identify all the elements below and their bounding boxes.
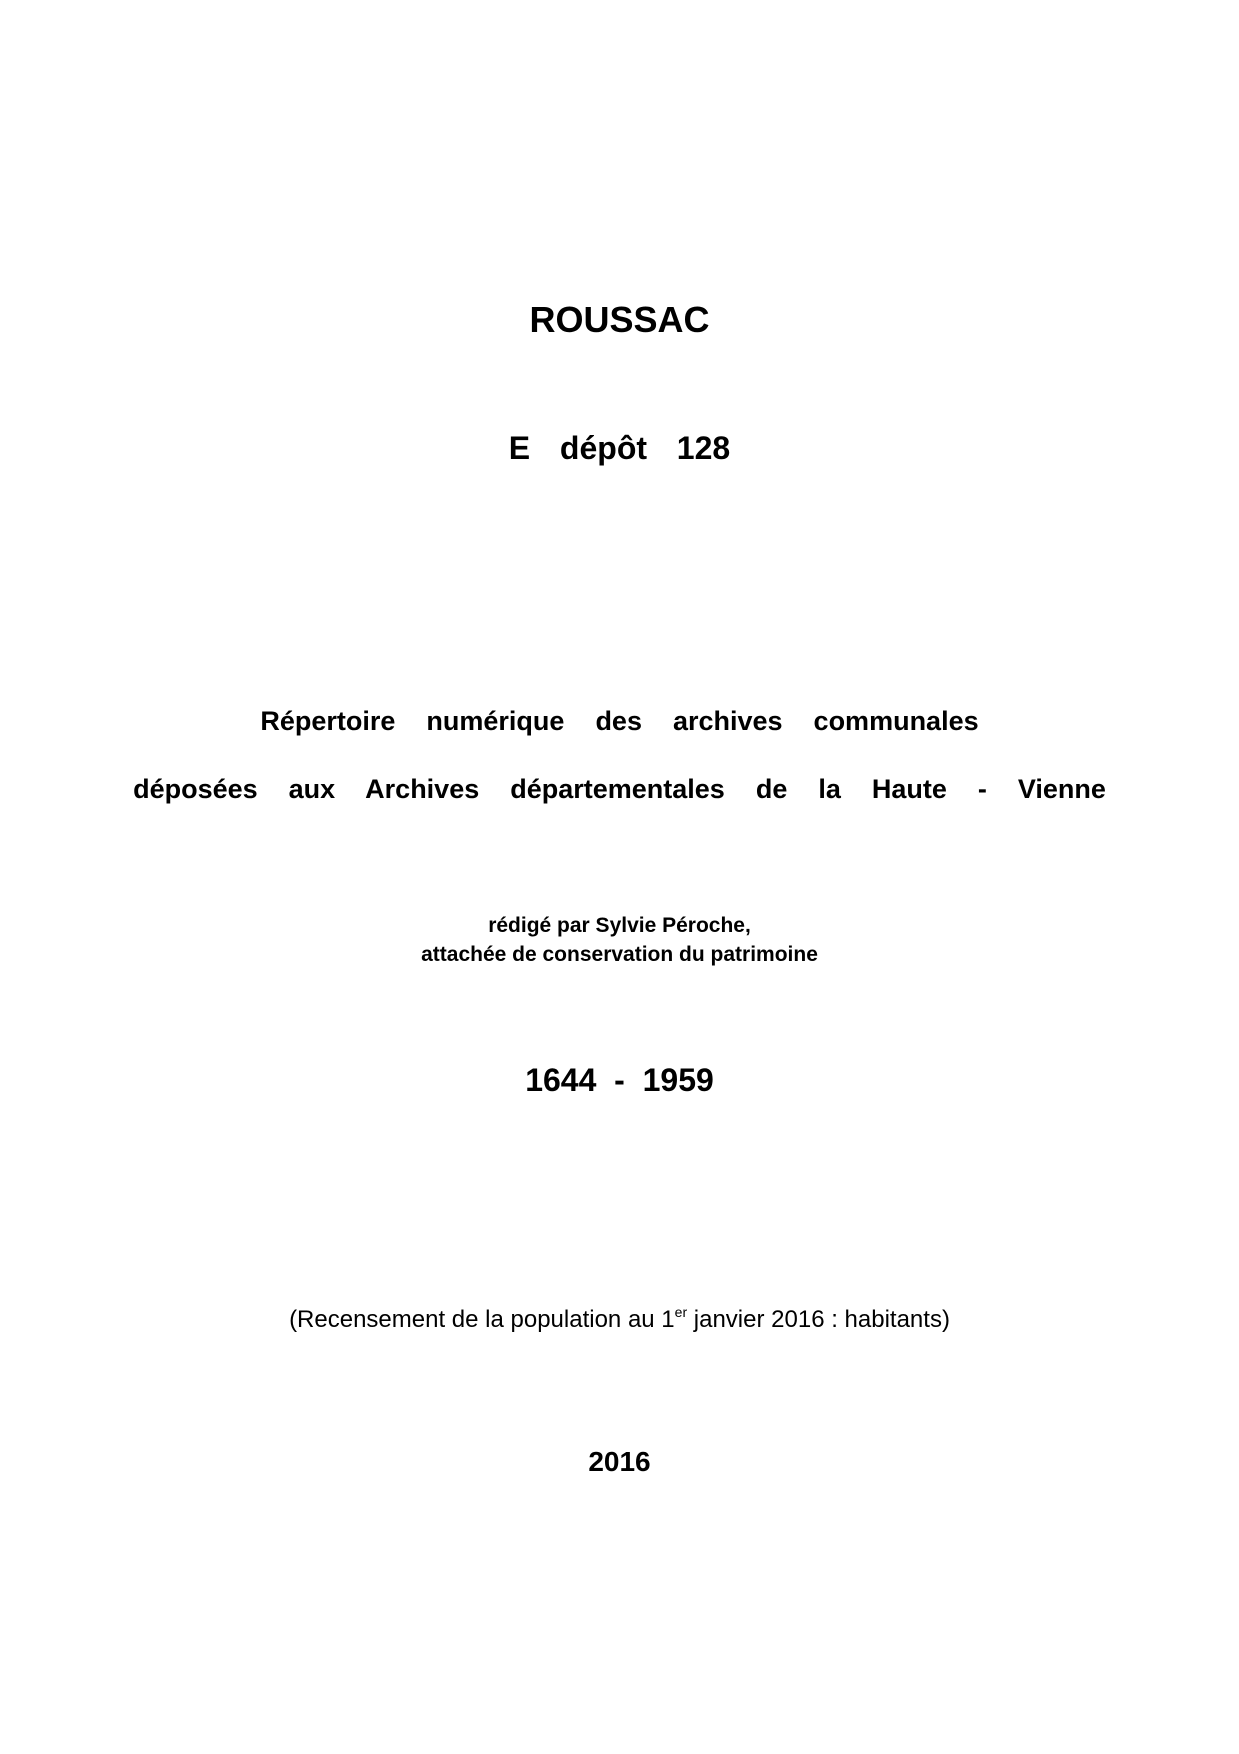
census-note-superscript: er <box>674 1304 688 1320</box>
repertoire-title-line-1: Répertoire numérique des archives communales <box>260 706 979 736</box>
repertoire-title-line-2: déposées aux Archives départementales de la Haute - Vienne <box>133 774 1106 804</box>
author-line-1: rédigé par Sylvie Péroche, <box>488 914 751 937</box>
census-note <box>0 1304 1239 1333</box>
author-line-2: attachée de conservation du patrimoine <box>421 943 818 966</box>
census-note-suffix: janvier 2016 : habitants) <box>687 1306 950 1333</box>
census-note-prefix: (Recensement de la population au 1 <box>289 1306 675 1333</box>
publication-year: 2016 <box>588 1446 651 1477</box>
date-range: 1644 - 1959 <box>525 1062 714 1098</box>
commune-title: ROUSSAC <box>529 299 710 340</box>
archive-reference: E dépôt 128 <box>508 430 731 466</box>
